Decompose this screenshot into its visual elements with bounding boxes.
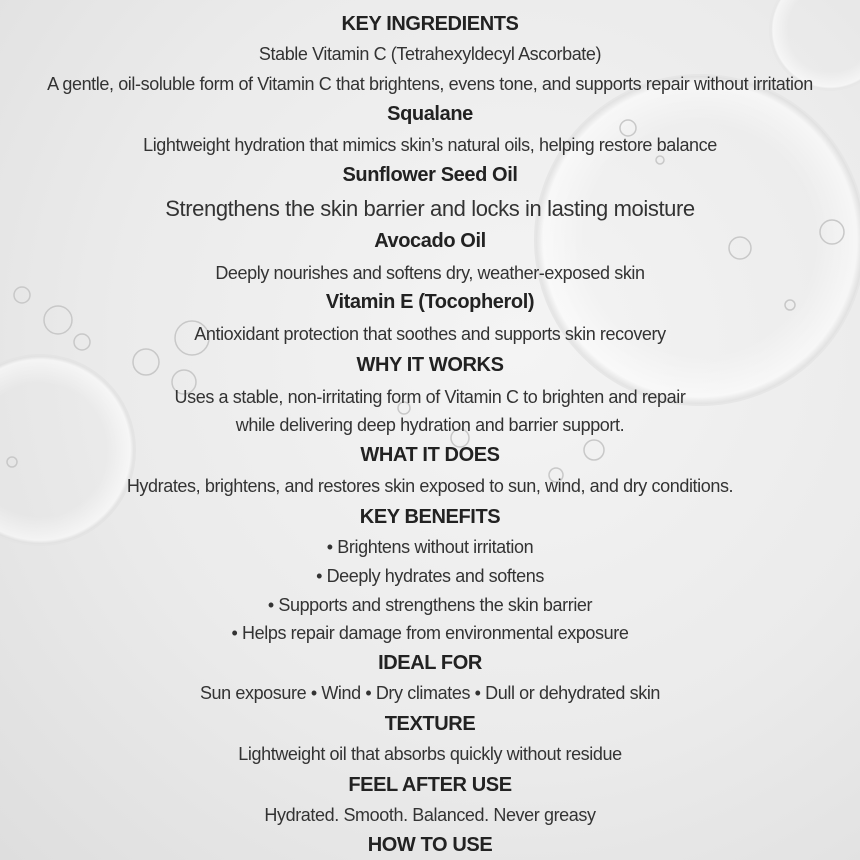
ingredient-name: Stable Vitamin C (Tetrahexyldecyl Ascorbate) [258,44,602,64]
texture-text: Lightweight oil that absorbs quickly without residue [238,744,622,764]
ideal-for-heading: IDEAL FOR [378,652,482,674]
key-ingredients-heading: KEY INGREDIENTS [341,13,519,35]
ingredient-name: Sunflower Seed Oil [342,164,518,186]
ingredient-description: Deeply nourishes and softens dry, weather-exposed skin [215,263,645,283]
ingredient-name: Avocado Oil [374,230,486,252]
why-it-works-text: Uses a stable, non-irritating form of Vitamin C to brighten and repair [174,387,686,407]
ingredient-name: Squalane [387,103,473,125]
why-it-works-heading: WHY IT WORKS [356,354,504,376]
feel-after-use-heading: FEEL AFTER USE [348,774,512,796]
key-benefits-heading: KEY BENEFITS [359,506,501,528]
ingredient-description: A gentle, oil-soluble form of Vitamin C that brightens, evens tone, and supports repair without irritation [47,74,813,94]
ingredient-description: Antioxidant protection that soothes and supports skin recovery [194,324,666,344]
benefit-item: • Brightens without irritation [326,537,534,557]
what-it-does-heading: WHAT IT DOES [360,444,500,466]
ingredient-name: Vitamin E (Tocopherol) [325,291,535,313]
ideal-for-text: Sun exposure • Wind • Dry climates • Dull or dehydrated skin [199,683,661,703]
feel-after-use-text: Hydrated. Smooth. Balanced. Never greasy [264,805,596,825]
benefit-item: • Helps repair damage from environmental exposure [231,623,629,643]
benefit-item: • Deeply hydrates and softens [316,566,544,586]
benefit-item: • Supports and strengthens the skin barrier [267,595,593,615]
how-to-use-heading: HOW TO USE [367,834,493,856]
ingredient-description: Strengthens the skin barrier and locks in lasting moisture [165,196,695,221]
why-it-works-text: while delivering deep hydration and barrier support. [235,415,625,435]
ingredient-description: Lightweight hydration that mimics skin’s natural oils, helping restore balance [143,135,717,155]
texture-heading: TEXTURE [384,713,476,735]
what-it-does-text: Hydrates, brightens, and restores skin exposed to sun, wind, and dry conditions. [126,476,734,496]
